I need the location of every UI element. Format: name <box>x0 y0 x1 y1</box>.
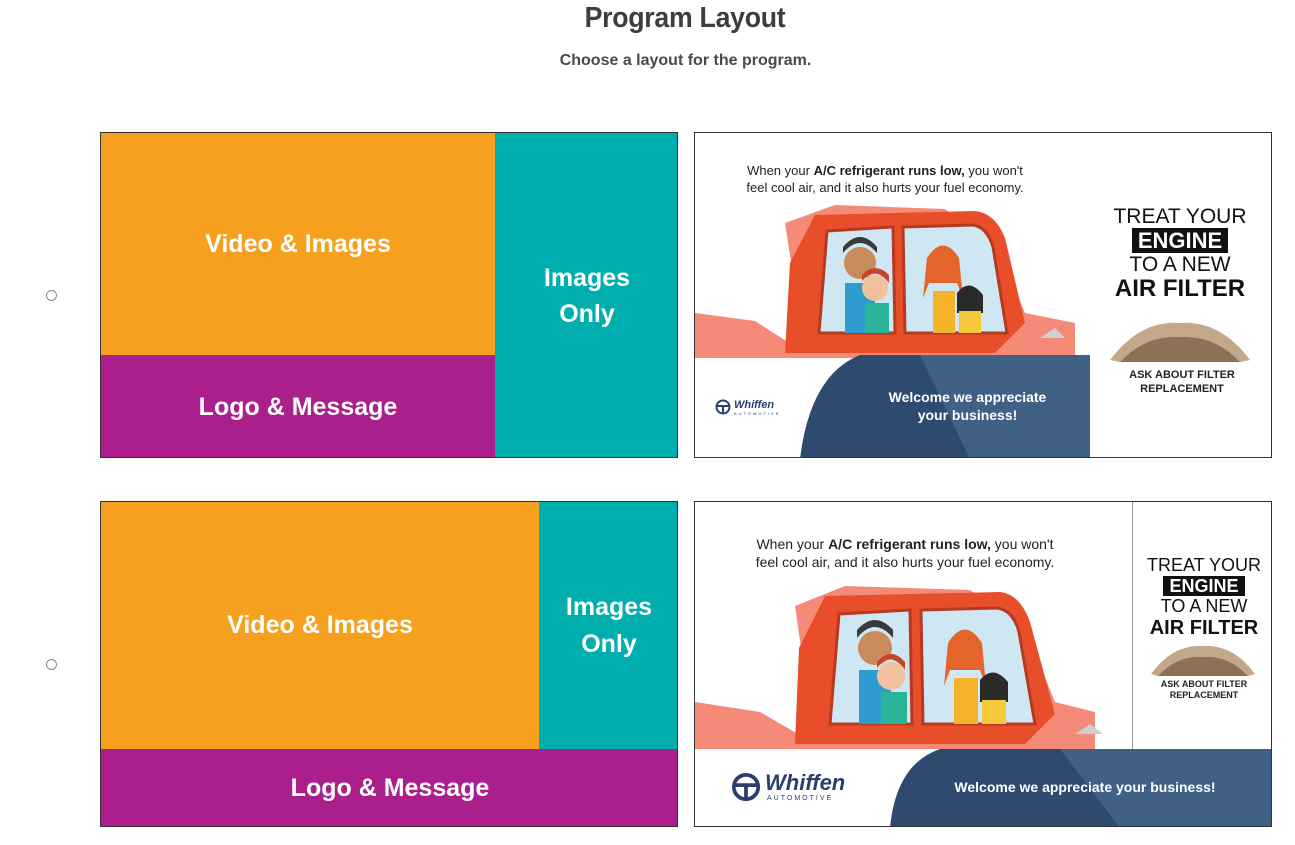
logo-message-label: Logo & Message <box>198 392 398 421</box>
side-panel-divider <box>1132 502 1133 749</box>
layout-option-2-diagram[interactable] <box>100 501 678 827</box>
welcome-message: Welcome we appreciate your business! <box>888 389 1047 424</box>
images-only-label-line1: Images <box>565 593 653 622</box>
preview-message: When your A/C refrigerant runs low, you won't feel cool air, and it also hurts your fuel economy. <box>746 163 1024 195</box>
layout-option-2-radio[interactable] <box>46 659 57 670</box>
brand-name: Whiffen <box>734 399 775 411</box>
air-filter-image <box>1143 640 1263 678</box>
page-title: Program Layout <box>584 2 786 34</box>
images-only-region <box>539 502 678 749</box>
logo-message-region <box>101 749 678 827</box>
ask-about-filter: ASK ABOUT FILTER REPLACEMENT <box>1129 369 1235 395</box>
brand-subtitle: AUTOMOTIVE <box>734 411 781 416</box>
layout-option-1-diagram[interactable] <box>100 132 678 458</box>
page-subtitle: Choose a layout for the program. <box>559 52 812 69</box>
preview-message: When your A/C refrigerant runs low, you won't feel cool air, and it also hurts your fuel economy. <box>755 536 1055 571</box>
images-only-label-line2: Only <box>581 629 637 658</box>
air-filter-image <box>1100 315 1260 365</box>
layout-option-2-preview <box>694 501 1272 827</box>
treat-banner: TREAT YOUR ENGINE TO A NEW AIR FILTER <box>1146 555 1262 639</box>
welcome-message: Welcome we appreciate your business! <box>954 779 1216 795</box>
video-images-label: Video & Images <box>227 611 413 640</box>
steering-wheel-icon <box>731 772 761 802</box>
images-only-region <box>495 133 678 458</box>
brand-logo <box>715 399 785 417</box>
layout-option-1-preview <box>694 132 1272 458</box>
brand-subtitle: AUTOMOTIVE <box>767 795 834 802</box>
layout-option-1-radio[interactable] <box>46 290 57 301</box>
video-images-region <box>101 133 495 355</box>
video-images-label: Video & Images <box>205 229 391 258</box>
treat-banner: TREAT YOUR ENGINE TO A NEW AIR FILTER <box>1113 205 1247 303</box>
images-only-label-line1: Images <box>543 263 631 292</box>
brand-logo <box>731 770 861 804</box>
steering-wheel-icon <box>715 399 731 415</box>
logo-message-region <box>101 355 495 458</box>
ask-about-filter: ASK ABOUT FILTER REPLACEMENT <box>1160 679 1248 701</box>
brand-name: Whiffen <box>765 770 846 795</box>
images-only-label-line2: Only <box>559 300 615 328</box>
car-illustration <box>695 203 1075 358</box>
video-images-region <box>101 502 539 749</box>
car-illustration <box>695 584 1115 749</box>
logo-message-label: Logo & Message <box>290 774 490 803</box>
